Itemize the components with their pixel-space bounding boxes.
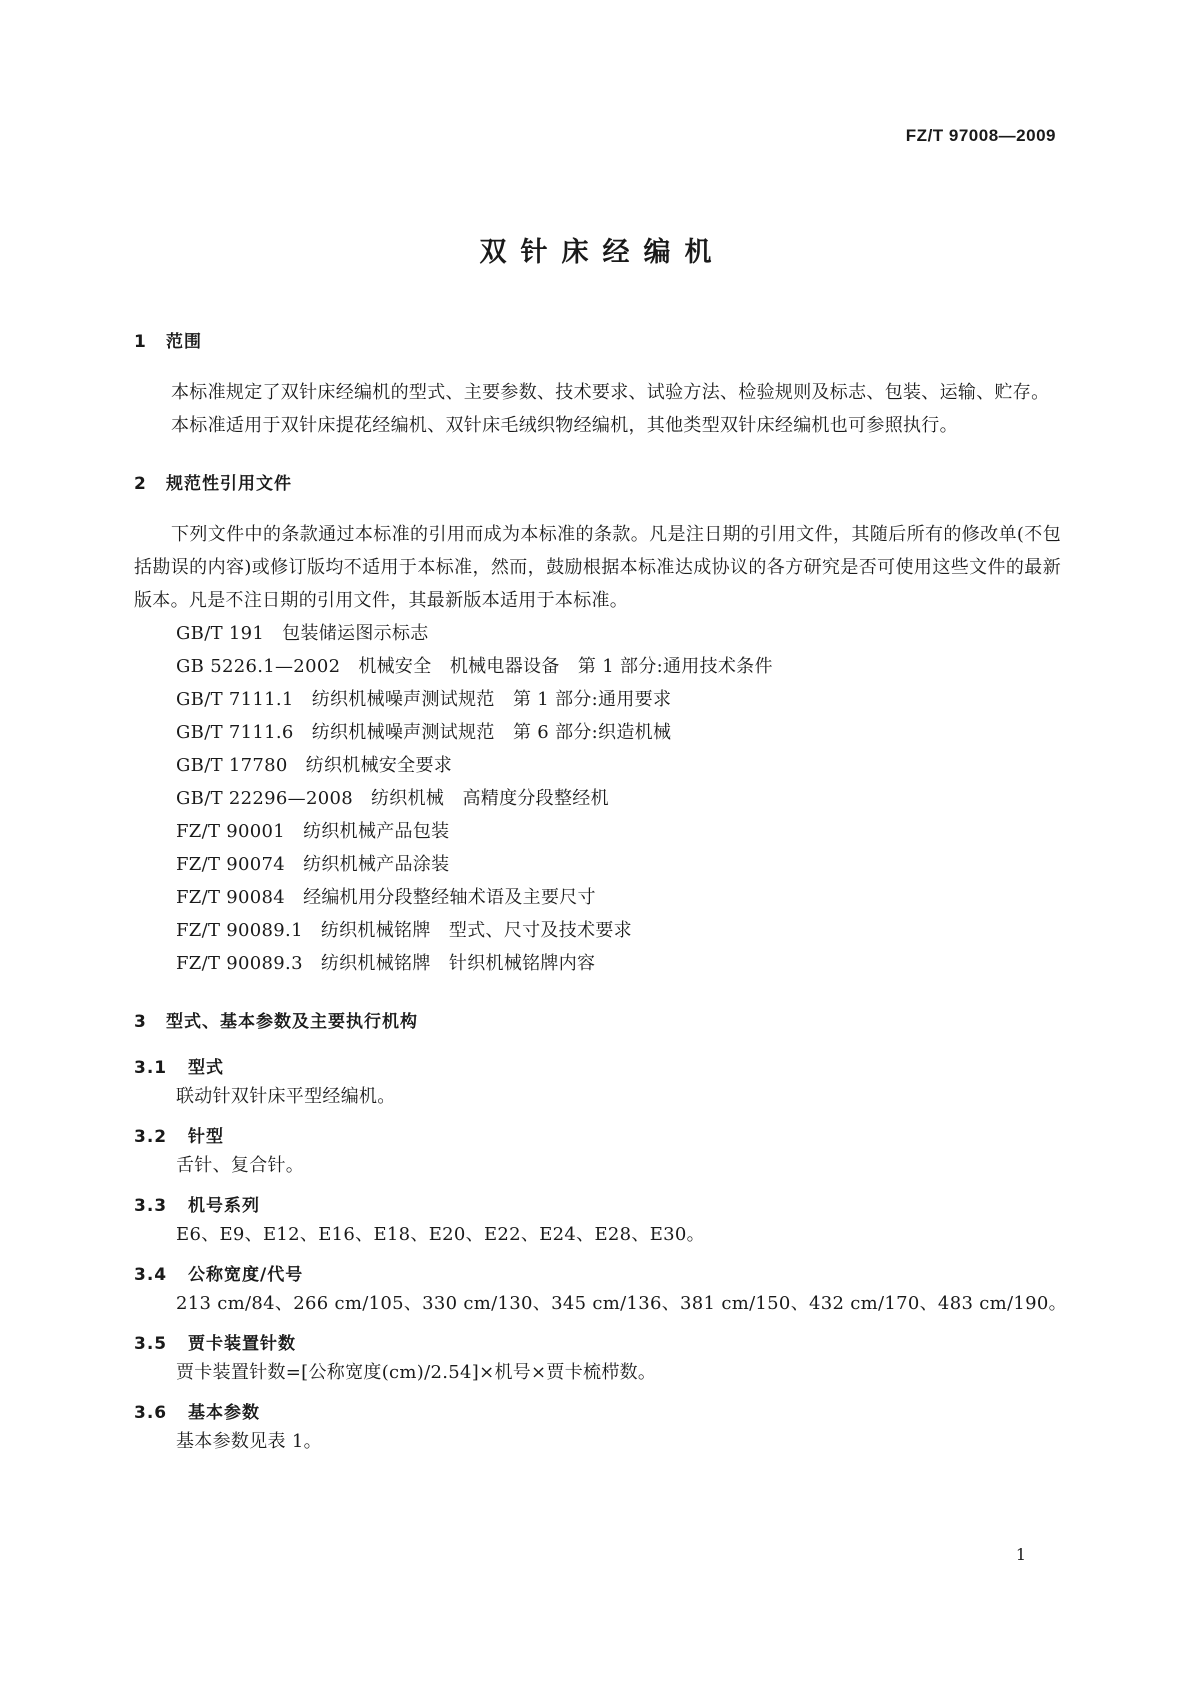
reference-title: 经编机用分段整经轴术语及主要尺寸	[303, 887, 596, 908]
subsection-title: 机号系列	[188, 1196, 260, 1216]
paragraph: 本标准适用于双针床提花经编机、双针床毛绒织物经编机，其他类型双针床经编机也可参照执行。	[171, 415, 958, 436]
reference-title: 纺织机械铭牌 针织机械铭牌内容	[320, 953, 596, 974]
subsection-heading	[134, 1332, 1061, 1356]
reference-code: GB/T 17780	[176, 755, 288, 776]
subsection-heading	[134, 1194, 1061, 1218]
subsection-number: 3.6	[134, 1403, 168, 1423]
page-number: 1	[1015, 1545, 1026, 1564]
reference-code: GB/T 22296—2008	[176, 788, 353, 809]
reference-item	[134, 914, 1061, 947]
reference-item	[134, 683, 1061, 716]
section-2-heading	[134, 472, 1061, 496]
reference-title: 纺织机械产品包装	[303, 821, 450, 842]
subsection-title: 贾卡装置针数	[188, 1334, 296, 1354]
subsection-title: 型式	[188, 1058, 224, 1078]
section-number: 3	[134, 1012, 147, 1032]
subsection-title: 针型	[188, 1127, 224, 1147]
reference-title: 纺织机械噪声测试规范 第 6 部分:织造机械	[311, 722, 672, 743]
reference-title: 纺织机械噪声测试规范 第 1 部分:通用要求	[311, 689, 672, 710]
reference-code: GB/T 7111.6	[176, 722, 294, 743]
reference-code: GB/T 191	[176, 623, 265, 644]
reference-item	[134, 749, 1061, 782]
subsection-text: E6、E9、E12、E16、E18、E20、E22、E24、E28、E30。	[176, 1224, 705, 1245]
subsection-heading	[134, 1125, 1061, 1149]
standard-number: FZ/T 97008—2009	[905, 126, 1056, 145]
reference-item	[134, 650, 1061, 683]
subsection-number: 3.5	[134, 1334, 168, 1354]
subsection-text: 贾卡装置针数=[公称宽度(cm)/2.54]×机号×贾卡梳栉数。	[176, 1362, 657, 1383]
reference-code: GB 5226.1—2002	[176, 656, 341, 677]
reference-title: 纺织机械铭牌 型式、尺寸及技术要求	[320, 920, 632, 941]
section-title: 规范性引用文件	[166, 474, 292, 494]
section-number: 1	[134, 332, 147, 352]
reference-code: GB/T 7111.1	[176, 689, 294, 710]
document-title: 双针床经编机	[479, 237, 726, 268]
reference-item	[134, 881, 1061, 914]
reference-code: FZ/T 90084	[176, 887, 286, 908]
subsection-text: 基本参数见表 1。	[176, 1431, 322, 1452]
reference-item	[134, 617, 1061, 650]
paragraph: 下列文件中的条款通过本标准的引用而成为本标准的条款。凡是注日期的引用文件，其随后所有的修改单(不包括勘误的内容)或修订版均不适用于本标准，然而，鼓励根据本标准达成协议的各方研究是否可使用这些文件的最新版本。凡是不注日期的引用文件，其最新版本适用于本标准。	[134, 524, 1061, 611]
reference-item	[134, 782, 1061, 815]
reference-code: FZ/T 90089.3	[176, 953, 303, 974]
reference-title: 纺织机械产品涂装	[303, 854, 450, 875]
reference-item	[134, 947, 1061, 980]
reference-title: 机械安全 机械电器设备 第 1 部分:通用技术条件	[358, 656, 773, 677]
reference-code: FZ/T 90001	[176, 821, 286, 842]
reference-code: FZ/T 90089.1	[176, 920, 303, 941]
subsection-text: 213 cm/84、266 cm/105、330 cm/130、345 cm/136、381 cm/150、432 cm/170、483 cm/190。	[176, 1293, 1067, 1314]
reference-item	[134, 848, 1061, 881]
subsection-heading	[134, 1056, 1061, 1080]
subsection-number: 3.2	[134, 1127, 168, 1147]
subsection-number: 3.4	[134, 1265, 168, 1285]
section-1-heading	[134, 330, 1061, 354]
section-number: 2	[134, 474, 147, 494]
subsection-number: 3.3	[134, 1196, 168, 1216]
reference-item	[134, 815, 1061, 848]
reference-code: FZ/T 90074	[176, 854, 286, 875]
subsection-title: 基本参数	[188, 1403, 260, 1423]
subsection-number: 3.1	[134, 1058, 168, 1078]
reference-title: 纺织机械安全要求	[305, 755, 453, 776]
paragraph: 本标准规定了双针床经编机的型式、主要参数、技术要求、试验方法、检验规则及标志、包装、运输、贮存。	[171, 382, 1050, 403]
reference-item	[134, 716, 1061, 749]
section-title: 范围	[166, 332, 202, 352]
reference-title: 包装储运图示标志	[282, 623, 429, 644]
subsection-text: 联动针双针床平型经编机。	[176, 1086, 396, 1107]
section-3-heading	[134, 1010, 1061, 1034]
subsection-text: 舌针、复合针。	[176, 1155, 305, 1176]
document-body	[134, 330, 1067, 1458]
section-title: 型式、基本参数及主要执行机构	[166, 1012, 418, 1032]
subsection-heading	[134, 1401, 1061, 1425]
subsection-title: 公称宽度/代号	[188, 1265, 304, 1285]
reference-title: 纺织机械 高精度分段整经机	[370, 788, 609, 809]
subsection-heading	[134, 1263, 1061, 1287]
